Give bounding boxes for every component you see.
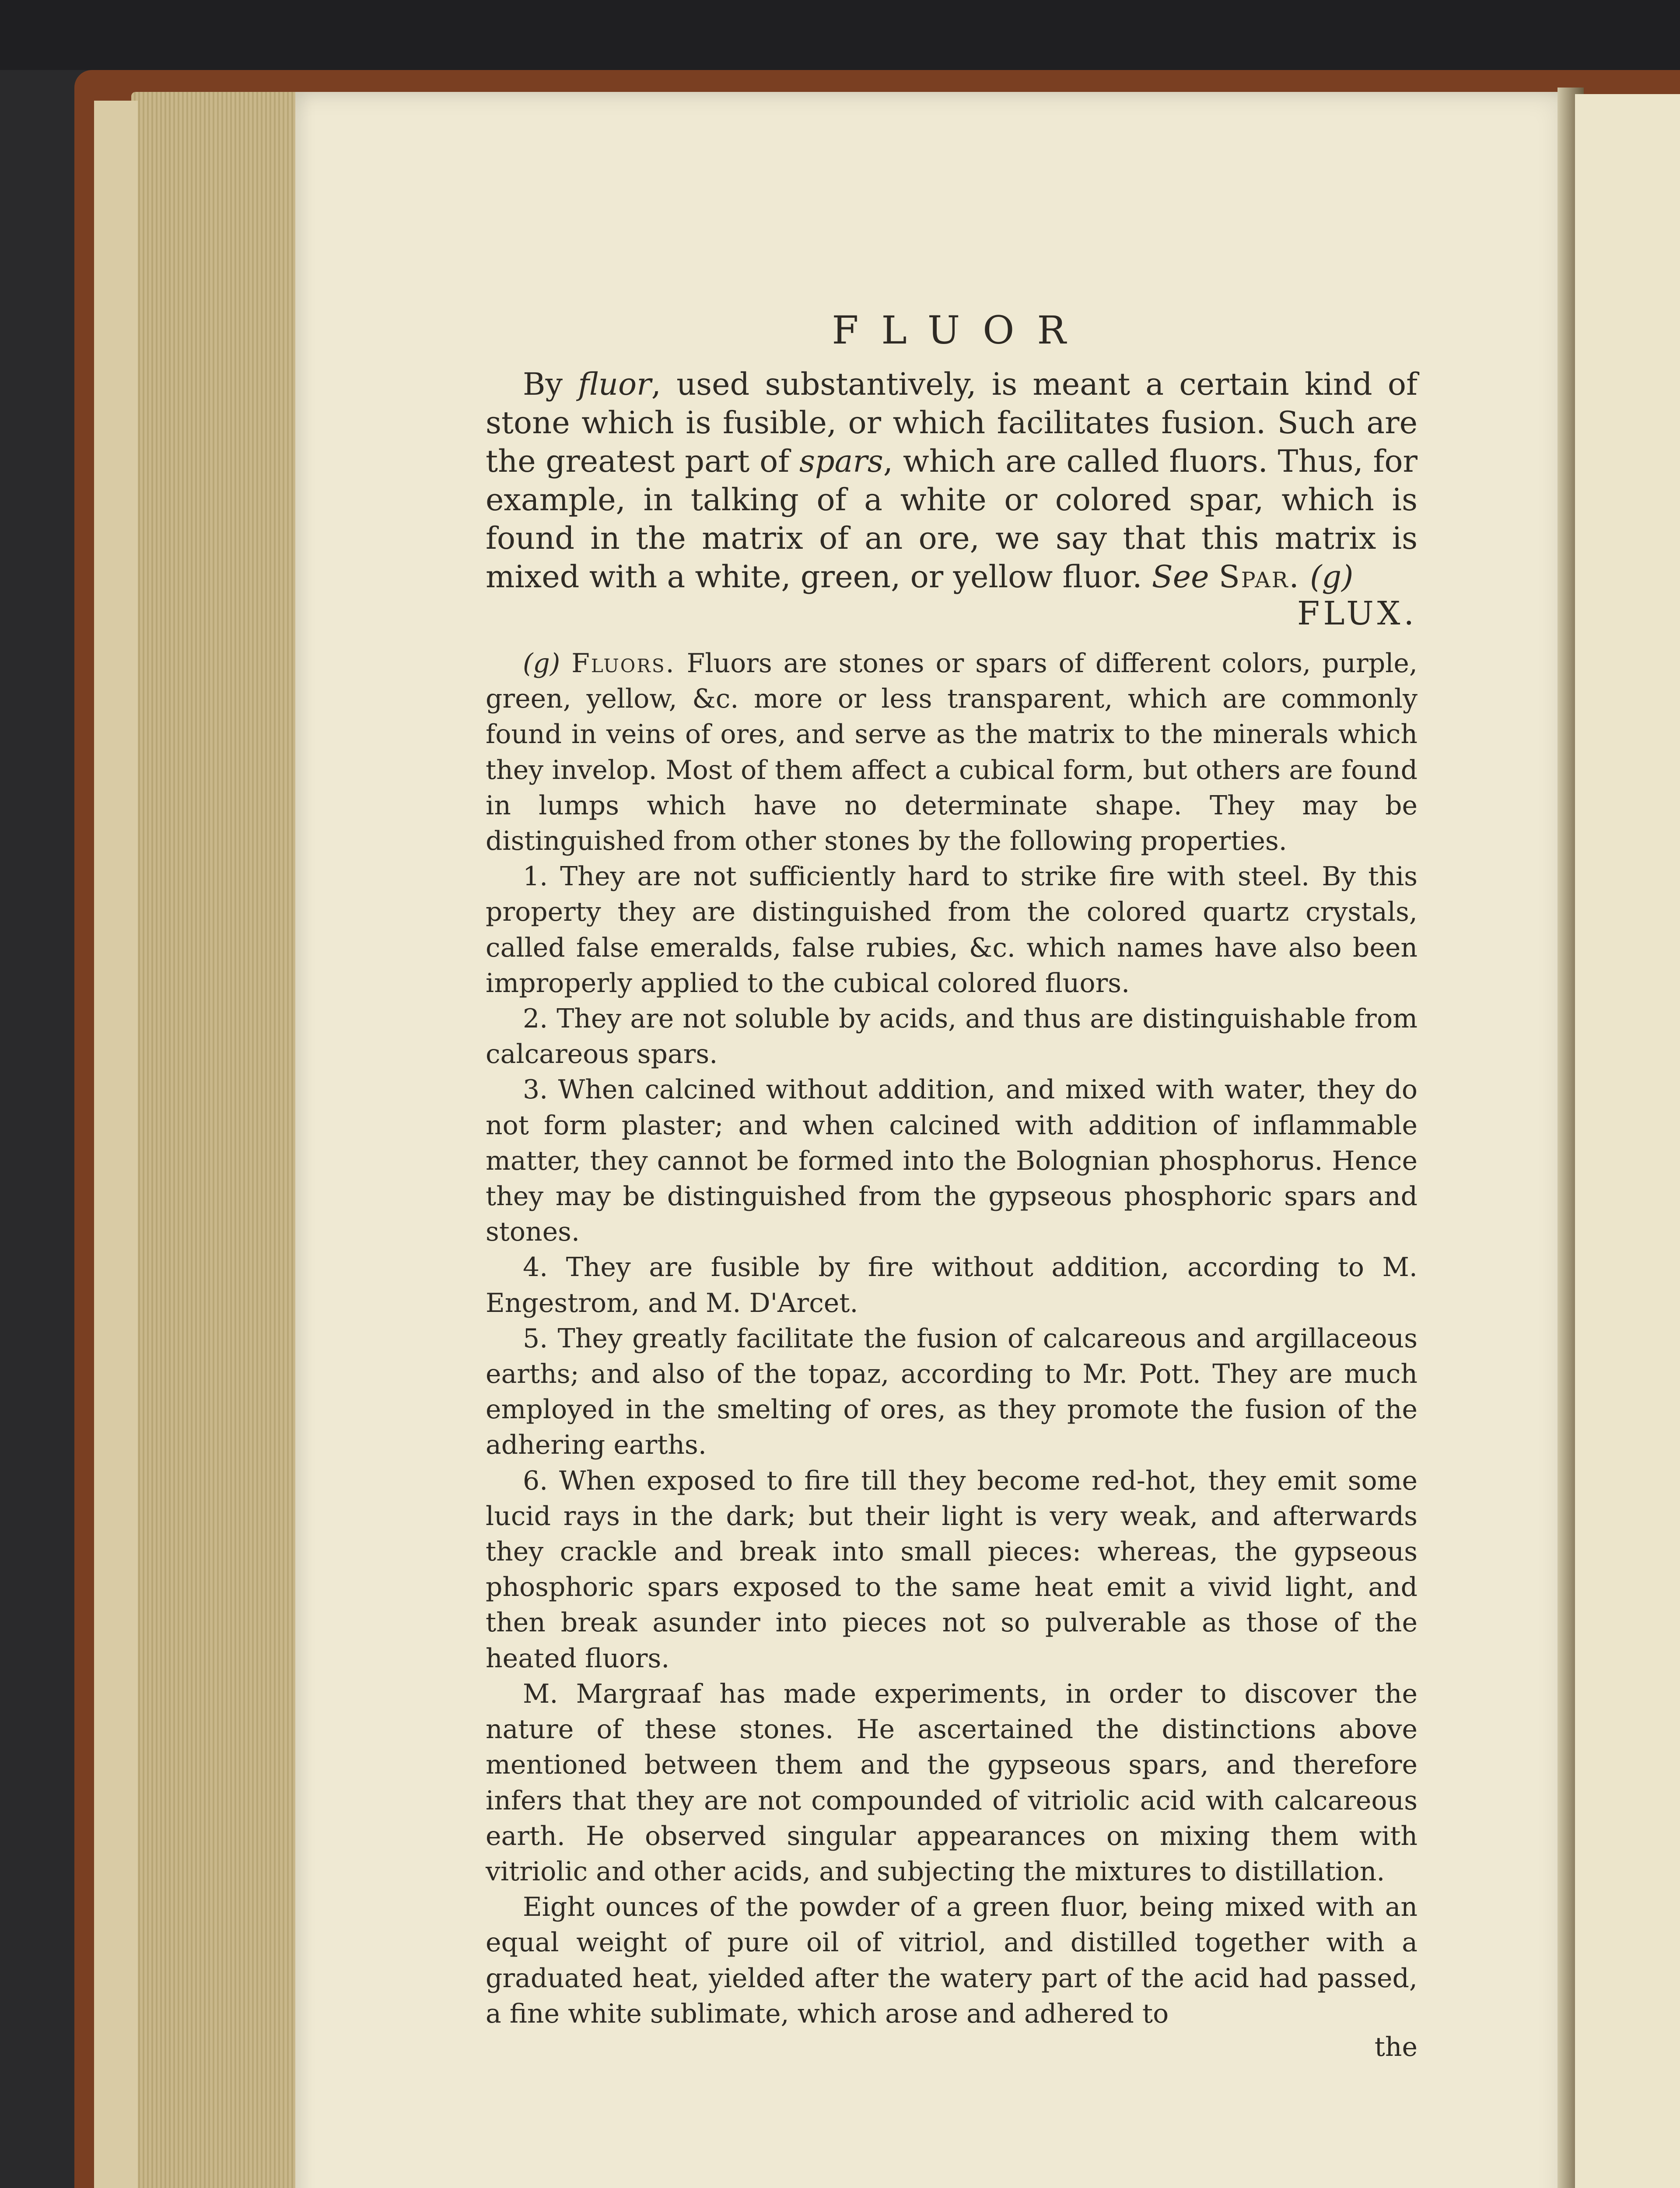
eight-ounces-paragraph: Eight ounces of the powder of a green fluor, being mixed with an equal weight of pure oil of vitriol, and distilled together with a graduated heat, yielded after the watery part of the acid had passed, a fine white sublimate, which arose and adhered to xyxy=(486,1892,1418,2029)
term-spars: spars xyxy=(799,443,883,479)
catchword-top: FLUX. xyxy=(1297,595,1418,632)
running-head: FLUOR xyxy=(832,308,1089,353)
background-surface xyxy=(0,0,1680,70)
see-reference: See xyxy=(1152,559,1209,595)
page-edges xyxy=(131,92,298,2188)
property-item: 4. They are fusible by fire without addition, according to M. Engestrom, and M. D'Arcet. xyxy=(486,1252,1418,1318)
footnote-marker: (g) xyxy=(523,648,560,679)
property-item: 5. They greatly facilitate the fusion of calcareous and argillaceous earths; and also of the topaz, according to Mr. Pott. They are much employed in the smelting of ores, as they promote the fusion of the adhering earths. xyxy=(486,1323,1418,1461)
note-marker: (g) xyxy=(1310,559,1354,595)
property-item: 2. They are not soluble by acids, and thus are distinguishable from calcareous spars. xyxy=(486,1003,1418,1070)
footnote-intro-text: Fluors are stones or spars of different colors, purple, green, yellow, &c. more or less transparent, which are commonly found in veins of ores, and serve as the matrix to the minerals which they invelop. Most of them affect a cubical form, but others are found in lumps which have no determinate shape. They may be distinguished from other stones by the following properties. xyxy=(486,648,1418,857)
term-fluor: fluor xyxy=(578,366,651,402)
facing-page-edge xyxy=(1575,94,1680,2188)
footnote-heading: Fluors. xyxy=(571,648,676,679)
main-paragraph xyxy=(486,365,1418,596)
margraaf-paragraph: M. Margraaf has made experiments, in order to discover the nature of these stones. He ascertained the distinctions above mentioned between them and the gypseous spars, and therefore infers that they are not compounded of vitriolic acid with calcareous earth. He observed singular appearances on mixing them with vitriolic and other acids, and subjecting the mixtures to distillation. xyxy=(486,1678,1418,1887)
main-text-part1: , used substantively, is meant a certain kind of stone which is fusible, or which facilitates fusion. Such are the greatest part of xyxy=(486,366,1418,479)
catchword-bottom: the xyxy=(1374,2031,1418,2062)
page-text xyxy=(486,306,1418,2062)
main-text-part2: , which are called fluors. Thus, for example, in talking of a white or colored spar, which is found in the matrix of an ore, we say that this matrix is mixed with a white, green, or yellow fluor. xyxy=(486,443,1418,595)
page-edges-inner xyxy=(94,101,138,2188)
property-item: 6. When exposed to fire till they become red-hot, they emit some lucid rays in the dark; but their light is very weak, and afterwards they crackle and break into small pieces: whereas, the gypseous phosphoric spars exposed to the same heat emit a vivid light, and then break asunder into pieces not so pulverable as those of the heated fluors. xyxy=(486,1465,1418,1674)
spar-reference: Spar. xyxy=(1218,559,1300,595)
main-lead: By xyxy=(523,366,578,402)
footnote-intro xyxy=(486,646,1418,859)
property-item: 1. They are not sufficiently hard to strike fire with steel. By this property they are distinguished from the colored quartz crystals, called false emeralds, false rubies, &c. which names have also been improperly applied to the cubical colored fluors. xyxy=(486,861,1418,999)
property-item: 3. When calcined without addition, and mixed with water, they do not form plaster; and when calcined with addition of inflammable matter, they cannot be formed into the Bolognian phosphorus. Hence they may be distinguished from the gypseous phosphoric spars and stones. xyxy=(486,1074,1418,1248)
